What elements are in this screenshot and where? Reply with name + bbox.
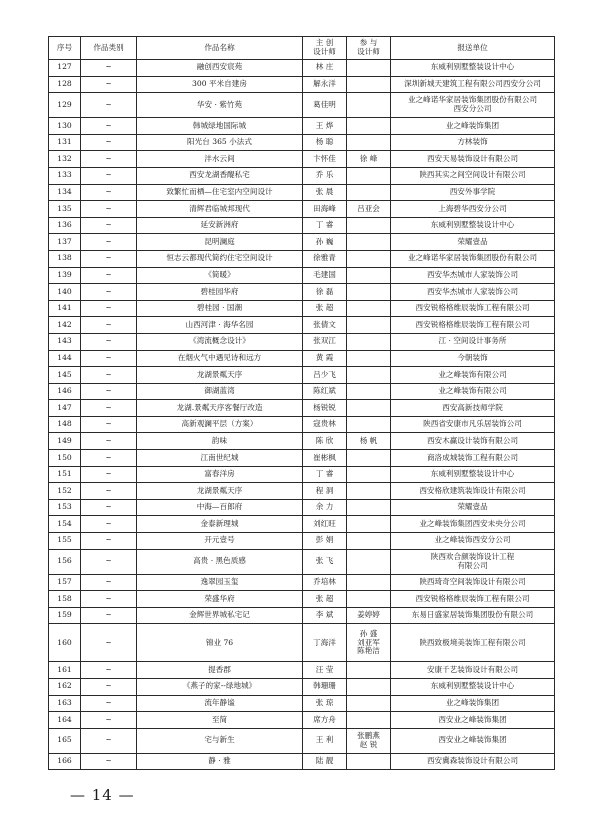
table-row (49, 350, 555, 367)
cell-co-designer (347, 367, 391, 384)
cell-designer: 徐雅青 (303, 250, 347, 267)
cell-unit: 东易日盛家居装饰集团股份有限公司 (391, 607, 555, 624)
table-row (49, 607, 555, 624)
cell-designer: 崔彬枫 (303, 450, 347, 467)
cell-category: ~ (81, 753, 137, 770)
cell-unit: 东威利别墅整装设计中心 (391, 466, 555, 483)
cell-no: 142 (49, 317, 81, 334)
cell-work: 锦业 76 (137, 624, 303, 662)
cell-category: ~ (81, 118, 137, 135)
table-row (49, 712, 555, 729)
cell-unit: 西安外事学院 (391, 184, 555, 201)
cell-no: 144 (49, 350, 81, 367)
cell-category: ~ (81, 151, 137, 168)
cell-no: 162 (49, 679, 81, 696)
cell-no: 130 (49, 118, 81, 135)
cell-designer: 余 力 (303, 499, 347, 516)
header-work: 作品名称 (137, 37, 303, 60)
cell-unit: 业之峰装饰集团西安未央分公司 (391, 516, 555, 533)
cell-co-designer (347, 533, 391, 550)
award-table (48, 36, 555, 770)
cell-category: ~ (81, 466, 137, 483)
cell-work: 龙湖.景粼天序客餐厅改造 (137, 400, 303, 417)
cell-category: ~ (81, 250, 137, 267)
cell-designer: 张 琼 (303, 695, 347, 712)
cell-co-designer (347, 450, 391, 467)
cell-category: ~ (81, 400, 137, 417)
header-unit: 报送单位 (391, 37, 555, 60)
cell-designer: 彭 娟 (303, 533, 347, 550)
cell-category: ~ (81, 499, 137, 516)
cell-no: 136 (49, 217, 81, 234)
cell-unit: 陕西致极境美装饰工程有限公司 (391, 624, 555, 662)
header-no: 序号 (49, 37, 81, 60)
cell-no: 139 (49, 267, 81, 284)
cell-co-designer (347, 250, 391, 267)
cell-no: 134 (49, 184, 81, 201)
table-row (49, 624, 555, 662)
table-row (49, 184, 555, 201)
cell-co-designer (347, 350, 391, 367)
cell-no: 140 (49, 284, 81, 301)
table-row (49, 217, 555, 234)
cell-designer: 葛佳明 (303, 93, 347, 118)
table-row (49, 167, 555, 184)
table-row (49, 549, 555, 574)
table-row (49, 450, 555, 467)
cell-no: 165 (49, 728, 81, 753)
cell-work: 《湾流概念设计》 (137, 333, 303, 350)
table-row (49, 134, 555, 151)
cell-category: ~ (81, 284, 137, 301)
cell-co-designer (347, 134, 391, 151)
page-number: — 14 — (70, 786, 135, 804)
cell-co-designer (347, 416, 391, 433)
cell-co-designer (347, 333, 391, 350)
cell-designer: 吕少飞 (303, 367, 347, 384)
cell-designer: 田海峰 (303, 201, 347, 218)
cell-no: 127 (49, 60, 81, 77)
cell-work: 西安龙湖香醍私宅 (137, 167, 303, 184)
cell-co-designer: 姜婷婷 (347, 607, 391, 624)
cell-co-designer (347, 60, 391, 77)
table-row (49, 400, 555, 417)
cell-unit: 方林装饰 (391, 134, 555, 151)
cell-work: 碧桂园 · 国潮 (137, 300, 303, 317)
cell-designer: 卞怀佳 (303, 151, 347, 168)
cell-designer: 韩珊珊 (303, 679, 347, 696)
cell-co-designer (347, 217, 391, 234)
cell-category: ~ (81, 549, 137, 574)
cell-designer: 张 飞 (303, 549, 347, 574)
cell-category: ~ (81, 167, 137, 184)
cell-unit: 陕西其实之间空间设计有限公司 (391, 167, 555, 184)
cell-category: ~ (81, 234, 137, 251)
table-row (49, 300, 555, 317)
cell-category: ~ (81, 533, 137, 550)
cell-work: 高新观澜平层（方案） (137, 416, 303, 433)
cell-designer: 解永洋 (303, 76, 347, 93)
cell-designer: 林 庄 (303, 60, 347, 77)
header-category: 作品类别 (81, 37, 137, 60)
cell-work: 提香郡 (137, 662, 303, 679)
table-row (49, 383, 555, 400)
cell-no: 159 (49, 607, 81, 624)
table-row (49, 250, 555, 267)
cell-work: 在烟火气中遇见诗和远方 (137, 350, 303, 367)
cell-category: ~ (81, 662, 137, 679)
cell-designer: 寇贵林 (303, 416, 347, 433)
table-row (49, 118, 555, 135)
cell-co-designer: 张鹏燕 赵 锐 (347, 728, 391, 753)
cell-no: 161 (49, 662, 81, 679)
cell-unit: 西安业之峰装饰集团 (391, 712, 555, 729)
cell-unit: 东威利别墅整装设计中心 (391, 217, 555, 234)
cell-category: ~ (81, 300, 137, 317)
cell-unit: 东威利别墅整装设计中心 (391, 679, 555, 696)
cell-work: 龙湖景粼天序 (137, 483, 303, 500)
cell-no: 131 (49, 134, 81, 151)
cell-designer: 黄 霞 (303, 350, 347, 367)
cell-designer: 杨 聪 (303, 134, 347, 151)
table-row (49, 499, 555, 516)
cell-category: ~ (81, 93, 137, 118)
table-row (49, 333, 555, 350)
cell-designer: 丁 睿 (303, 217, 347, 234)
cell-no: 156 (49, 549, 81, 574)
cell-designer: 张 晨 (303, 184, 347, 201)
cell-category: ~ (81, 624, 137, 662)
cell-no: 160 (49, 624, 81, 662)
cell-no: 155 (49, 533, 81, 550)
cell-no: 154 (49, 516, 81, 533)
table-row (49, 201, 555, 218)
cell-co-designer (347, 574, 391, 591)
cell-unit: 西安冀森装饰设计有限公司 (391, 753, 555, 770)
cell-unit: 江 · 空间设计事务所 (391, 333, 555, 350)
cell-designer: 徐 磊 (303, 284, 347, 301)
cell-co-designer (347, 591, 391, 608)
table-row (49, 433, 555, 450)
cell-unit: 西安天易装饰设计有限公司 (391, 151, 555, 168)
cell-no: 151 (49, 466, 81, 483)
cell-work: 恒志云都现代简约住宅空间设计 (137, 250, 303, 267)
cell-designer: 汪 莹 (303, 662, 347, 679)
cell-no: 149 (49, 433, 81, 450)
cell-unit: 业之峰装饰集团 (391, 118, 555, 135)
cell-work: 300 平米自建房 (137, 76, 303, 93)
cell-designer: 李 斌 (303, 607, 347, 624)
cell-category: ~ (81, 383, 137, 400)
cell-work: 流年静谧 (137, 695, 303, 712)
cell-no: 158 (49, 591, 81, 608)
cell-no: 132 (49, 151, 81, 168)
cell-work: 《简暖》 (137, 267, 303, 284)
cell-work: 荣盛华府 (137, 591, 303, 608)
cell-unit: 今朝装饰 (391, 350, 555, 367)
cell-co-designer (347, 184, 391, 201)
table-row (49, 574, 555, 591)
cell-category: ~ (81, 184, 137, 201)
cell-unit: 上海碧华西安分公司 (391, 201, 555, 218)
cell-unit: 业之峰诺华家居装饰集团股份有限公司 (391, 250, 555, 267)
cell-work: 沣水云间 (137, 151, 303, 168)
cell-work: 至简 (137, 712, 303, 729)
cell-co-designer (347, 499, 391, 516)
cell-unit: 西安木赢设计装饰有限公司 (391, 433, 555, 450)
cell-category: ~ (81, 728, 137, 753)
cell-co-designer (347, 516, 391, 533)
cell-work: 静 · 雅 (137, 753, 303, 770)
table-row (49, 533, 555, 550)
cell-category: ~ (81, 591, 137, 608)
cell-unit: 陕西欢合颜装饰设计工程 有限公司 (391, 549, 555, 574)
cell-co-designer (347, 76, 391, 93)
cell-designer: 王 烨 (303, 118, 347, 135)
cell-unit: 西安锐格格维辰装饰工程有限公司 (391, 317, 555, 334)
cell-work: 致繁忙而栖—住宅室内空间设计 (137, 184, 303, 201)
cell-category: ~ (81, 607, 137, 624)
cell-category: ~ (81, 416, 137, 433)
table-row (49, 234, 555, 251)
cell-unit: 西安华杰城市人家装饰公司 (391, 284, 555, 301)
cell-no: 153 (49, 499, 81, 516)
cell-no: 152 (49, 483, 81, 500)
cell-category: ~ (81, 367, 137, 384)
cell-work: 宅与新生 (137, 728, 303, 753)
cell-designer: 张 超 (303, 591, 347, 608)
table-row (49, 466, 555, 483)
table-row (49, 416, 555, 433)
award-list-page (48, 36, 554, 770)
cell-category: ~ (81, 483, 137, 500)
cell-work: 清辉君临城邦现代 (137, 201, 303, 218)
cell-co-designer (347, 167, 391, 184)
cell-co-designer: 徐 峰 (347, 151, 391, 168)
cell-designer: 陈 欣 (303, 433, 347, 450)
cell-designer: 丁 睿 (303, 466, 347, 483)
cell-work: 山西河津 · 海华名园 (137, 317, 303, 334)
cell-work: 《燕子的家--绿地城》 (137, 679, 303, 696)
cell-work: 中海—百郎府 (137, 499, 303, 516)
cell-work: 韩城绿地国际城 (137, 118, 303, 135)
table-row (49, 151, 555, 168)
cell-no: 163 (49, 695, 81, 712)
cell-category: ~ (81, 217, 137, 234)
cell-designer: 程 洞 (303, 483, 347, 500)
cell-category: ~ (81, 450, 137, 467)
cell-unit: 安康千艺装饰设计有限公司 (391, 662, 555, 679)
cell-category: ~ (81, 574, 137, 591)
table-row (49, 267, 555, 284)
cell-co-designer: 孙 盛 刘亚军 陈艳洁 (347, 624, 391, 662)
cell-co-designer (347, 383, 391, 400)
table-header-row (49, 37, 555, 60)
cell-category: ~ (81, 134, 137, 151)
cell-work: 龙湖景粼天序 (137, 367, 303, 384)
cell-category: ~ (81, 350, 137, 367)
cell-unit: 西安格欣建筑装饰设计有限公司 (391, 483, 555, 500)
cell-category: ~ (81, 695, 137, 712)
cell-category: ~ (81, 267, 137, 284)
cell-unit: 业之峰装饰有限公司 (391, 367, 555, 384)
cell-co-designer (347, 695, 391, 712)
table-row (49, 76, 555, 93)
cell-no: 157 (49, 574, 81, 591)
cell-co-designer (347, 712, 391, 729)
cell-work: 韵味 (137, 433, 303, 450)
cell-work: 金泰新理城 (137, 516, 303, 533)
cell-unit: 西安华杰城市人家装饰公司 (391, 267, 555, 284)
cell-work: 延安新洲府 (137, 217, 303, 234)
cell-no: 145 (49, 367, 81, 384)
cell-designer: 刘红旺 (303, 516, 347, 533)
cell-co-designer (347, 662, 391, 679)
cell-no: 164 (49, 712, 81, 729)
cell-unit: 东威利别墅整装设计中心 (391, 60, 555, 77)
table-row (49, 662, 555, 679)
table-row (49, 483, 555, 500)
cell-category: ~ (81, 76, 137, 93)
cell-co-designer: 杨 帆 (347, 433, 391, 450)
cell-co-designer (347, 284, 391, 301)
cell-work: 富春洋房 (137, 466, 303, 483)
cell-no: 135 (49, 201, 81, 218)
cell-no: 129 (49, 93, 81, 118)
cell-work: 阳光台 365 小法式 (137, 134, 303, 151)
cell-co-designer (347, 317, 391, 334)
cell-designer: 席方舟 (303, 712, 347, 729)
cell-no: 148 (49, 416, 81, 433)
cell-co-designer (347, 300, 391, 317)
cell-category: ~ (81, 317, 137, 334)
cell-unit: 西安锐格格维辰装饰工程有限公司 (391, 300, 555, 317)
cell-unit: 西安锐格格维辰装饰工程有限公司 (391, 591, 555, 608)
cell-unit: 西安高新技师学院 (391, 400, 555, 417)
cell-category: ~ (81, 333, 137, 350)
cell-unit: 荣耀壹品 (391, 234, 555, 251)
cell-work: 金辉世界城私宅记 (137, 607, 303, 624)
cell-work: 华安 · 紫竹苑 (137, 93, 303, 118)
table-row (49, 695, 555, 712)
table-row (49, 284, 555, 301)
table-row (49, 679, 555, 696)
cell-co-designer (347, 234, 391, 251)
cell-work: 御湖蓝湾 (137, 383, 303, 400)
cell-designer: 丁海洋 (303, 624, 347, 662)
cell-co-designer (347, 400, 391, 417)
cell-unit: 深圳新城天建筑工程有限公司西安分公司 (391, 76, 555, 93)
table-row (49, 93, 555, 118)
cell-unit: 业之峰装饰西安分公司 (391, 533, 555, 550)
cell-co-designer (347, 93, 391, 118)
cell-designer: 孙 巍 (303, 234, 347, 251)
cell-co-designer (347, 679, 391, 696)
cell-designer: 张双江 (303, 333, 347, 350)
table-row (49, 516, 555, 533)
cell-no: 147 (49, 400, 81, 417)
cell-designer: 毛建国 (303, 267, 347, 284)
cell-designer: 陈红斌 (303, 383, 347, 400)
table-row (49, 591, 555, 608)
table-row (49, 317, 555, 334)
cell-work: 逸翠园玉玺 (137, 574, 303, 591)
cell-co-designer (347, 483, 391, 500)
table-row (49, 60, 555, 77)
cell-no: 138 (49, 250, 81, 267)
cell-no: 146 (49, 383, 81, 400)
cell-category: ~ (81, 60, 137, 77)
table-row (49, 367, 555, 384)
cell-no: 150 (49, 450, 81, 467)
cell-category: ~ (81, 712, 137, 729)
cell-category: ~ (81, 201, 137, 218)
cell-work: 江南世纪城 (137, 450, 303, 467)
cell-co-designer (347, 267, 391, 284)
cell-unit: 业之峰装饰集团 (391, 695, 555, 712)
cell-category: ~ (81, 516, 137, 533)
cell-designer: 杨锐锐 (303, 400, 347, 417)
cell-work: 开元壹号 (137, 533, 303, 550)
cell-co-designer (347, 549, 391, 574)
cell-no: 133 (49, 167, 81, 184)
cell-designer: 陆 靓 (303, 753, 347, 770)
cell-designer: 乔培林 (303, 574, 347, 591)
cell-unit: 商洛成城装饰工程有限公司 (391, 450, 555, 467)
header-designer: 主 创 设计师 (303, 37, 347, 60)
cell-unit: 陕西琦奇空间装饰设计有限公司 (391, 574, 555, 591)
cell-category: ~ (81, 679, 137, 696)
cell-co-designer (347, 118, 391, 135)
cell-unit: 荣耀壹品 (391, 499, 555, 516)
cell-category: ~ (81, 433, 137, 450)
cell-work: 高贵 · 黑色质感 (137, 549, 303, 574)
cell-work: 昆明澜庭 (137, 234, 303, 251)
cell-no: 137 (49, 234, 81, 251)
cell-co-designer (347, 753, 391, 770)
cell-unit: 西安业之峰装饰集团 (391, 728, 555, 753)
cell-co-designer: 吕亚会 (347, 201, 391, 218)
table-row (49, 753, 555, 770)
cell-no: 166 (49, 753, 81, 770)
cell-unit: 业之峰诺华家居装饰集团股份有限公司 西安分公司 (391, 93, 555, 118)
cell-work: 碧桂园华府 (137, 284, 303, 301)
cell-no: 128 (49, 76, 81, 93)
cell-designer: 王 利 (303, 728, 347, 753)
cell-unit: 业之峰装饰有限公司 (391, 383, 555, 400)
cell-work: 融创西安宸苑 (137, 60, 303, 77)
cell-co-designer (347, 466, 391, 483)
header-co-designer: 参 与 设计师 (347, 37, 391, 60)
table-row (49, 728, 555, 753)
cell-no: 141 (49, 300, 81, 317)
cell-designer: 张 超 (303, 300, 347, 317)
cell-no: 143 (49, 333, 81, 350)
cell-designer: 张倩文 (303, 317, 347, 334)
cell-unit: 陕西省安康市凡乐居装饰公司 (391, 416, 555, 433)
cell-designer: 乔 乐 (303, 167, 347, 184)
